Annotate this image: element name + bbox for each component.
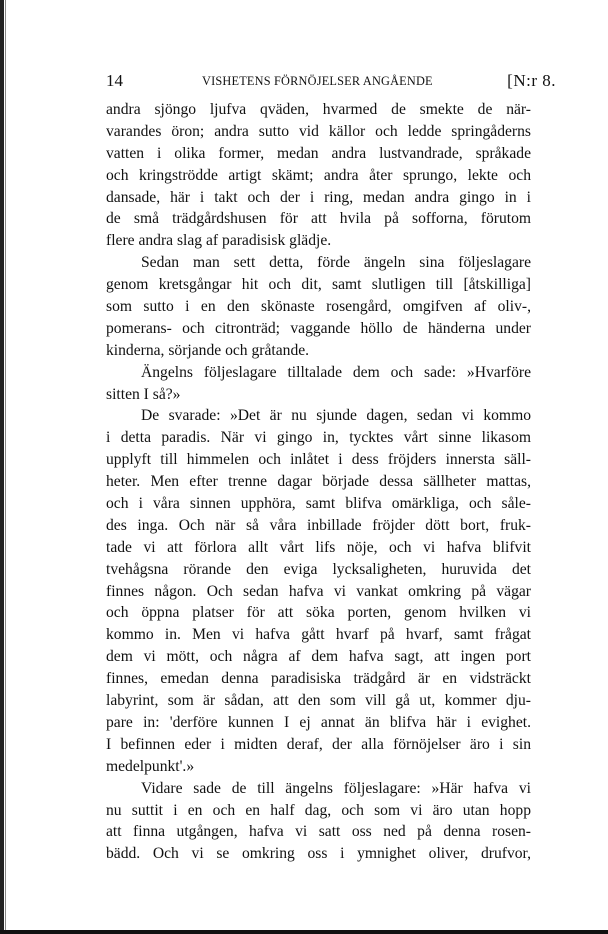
text-line: och öppna platser för att söka porten, genom hvilken vi [106, 604, 531, 622]
text-line: andra sjöngo ljufva qväden, hvarmed de smekte de när- [106, 101, 531, 118]
text-line: pare in: 'derföre kunnen I ej annat än blifva här i evighet. [106, 713, 531, 731]
text-line: labyrint, som är sådan, att den som vill gå ut, kommer dju- [106, 692, 531, 710]
text-line: tvehågsna rörande den eviga lycksaligheten, huruvida det [106, 560, 531, 578]
text-line: finnes, emedan denna paradisiska trädgård är en vidsträckt [106, 670, 531, 688]
text-line: i detta paradis. När vi gingo in, tycktes vårt sinne likasom [106, 429, 531, 447]
text-line: de små trädgårdshusen för att hvila på sofforna, förutom [106, 210, 531, 228]
scan-edge-left [0, 0, 4, 934]
text-line: medelpunkt'.» [106, 757, 195, 775]
text-line: nu suttit i en och en half dag, och som vi äro utan hopp [106, 801, 531, 819]
text-line: flere andra slag af paradisisk glädje. [106, 232, 332, 250]
text-line: heter. Men efter trenne dagar började dessa sällheter mattas, [106, 473, 531, 491]
text-line: De svarade: »Det är nu sjunde dagen, sedan vi kommo [141, 407, 531, 425]
text-line: att finna utgången, hafva vi satt oss ned på denna rosen- [106, 823, 531, 841]
text-line: finnes någon. Och sedan hafva vi vankat omkring på vägar [106, 582, 531, 600]
text-line: vatten i olika former, medan andra lustvandrade, språkade [106, 144, 531, 162]
text-line: och i våra sinnen upphöra, samt blifva omärkliga, och såle- [106, 495, 531, 513]
text-line: dansade, här i takt och der i ring, medan andra gingo in i [106, 188, 531, 206]
text-line: upplyft till himmelen och inlåtet i dess fröjders innersta säll- [106, 451, 531, 469]
text-line: I befinnen eder i midten deraf, der alla förnöjelser äro i sin [106, 735, 531, 753]
text-line: pomerans- och citronträd; vaggande höllo de händerna under [106, 319, 531, 337]
running-title: VISHETENS FÖRNÖJELSER ANGÅENDE [202, 74, 433, 88]
text-line: sitten I så?» [106, 385, 181, 403]
text-line: des inga. Och när så våra inbillade fröjder dött bort, fruk- [106, 516, 531, 534]
text-line: och kringströdde artigt skämt; andra åter sprungo, lekte och [106, 166, 531, 184]
text-line: Sedan man sett detta, förde ängeln sina följeslagare [141, 254, 531, 272]
text-line: tade vi att förlora allt vårt lifs nöje, och vi hafva blifvit [106, 538, 531, 556]
text-line: Ängelns följeslagare tilltalade dem och sade: »Hvarföre [141, 363, 531, 381]
text-line: varandes öron; andra sutto vid källor och ledde springåderns [106, 122, 531, 140]
text-line: kommo in. Men vi hafva gått hvarf på hvarf, samt frågat [106, 626, 531, 644]
issue-number: [N:r 8. [507, 71, 556, 90]
text-line: genom kretsgångar hit och dit, samt slutligen till [åtskilliga] [106, 276, 531, 294]
text-line: dem vi mött, och några af dem hafva sagt, att ingen port [106, 648, 531, 666]
page-number: 14 [106, 71, 123, 90]
page-header [106, 71, 556, 93]
text-line: kinderna, sörjande och gråtande. [106, 341, 310, 359]
scan-edge-left-inner [5, 0, 6, 934]
text-line: som sutto i en den skönaste rosengård, omgifven af oliv-, [106, 298, 531, 316]
text-line: bädd. Och vi se omkring oss i ymnighet oliver, drufvor, [106, 845, 531, 863]
scan-edge-bottom [0, 930, 608, 934]
body-text [106, 99, 531, 865]
text-line: Vidare sade de till ängelns följeslagare: »Här hafva vi [141, 779, 531, 797]
